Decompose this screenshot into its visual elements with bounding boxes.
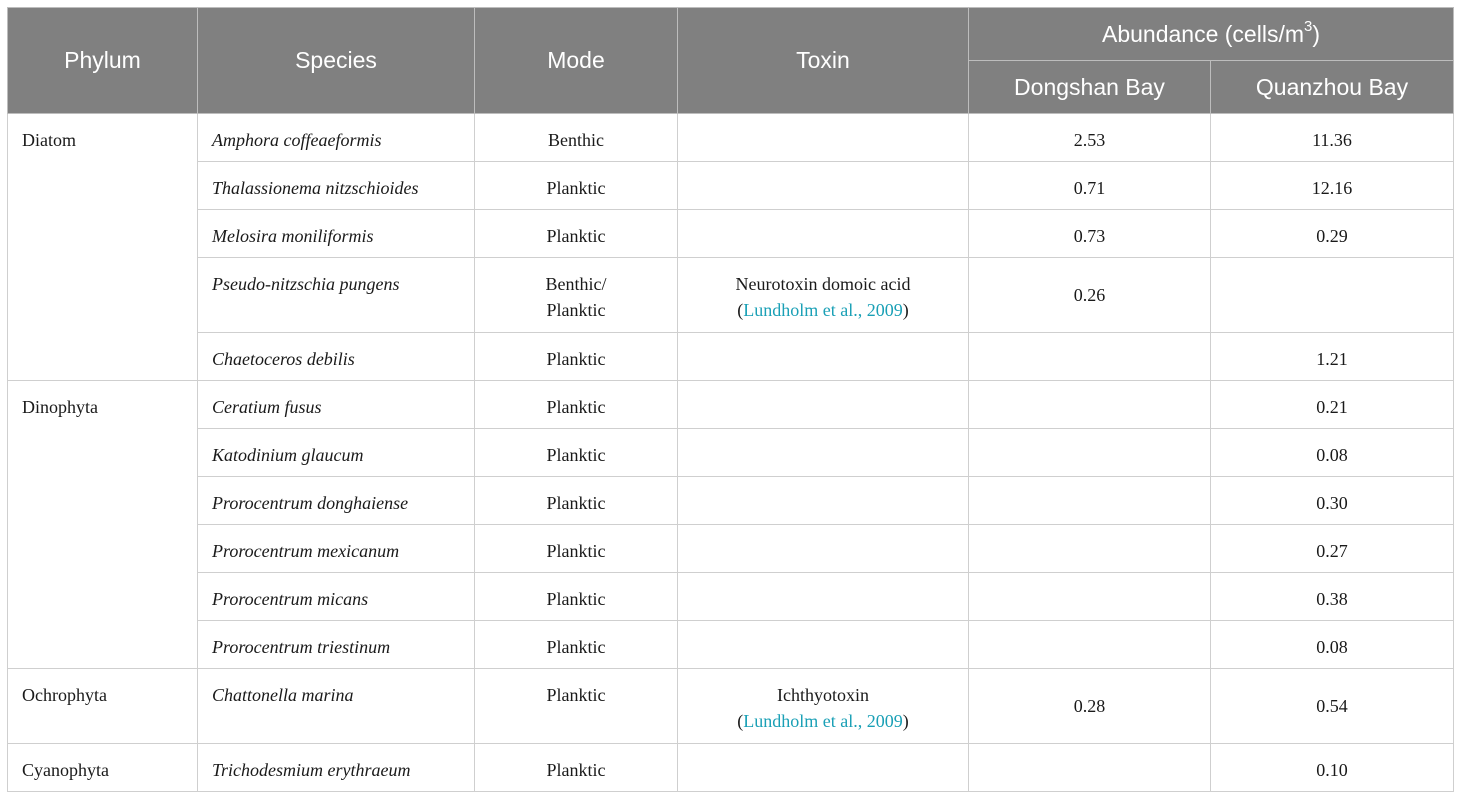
header-toxin: Toxin <box>678 8 969 114</box>
header-species: Species <box>198 8 475 114</box>
dongshan-cell <box>969 573 1211 621</box>
species-name: Prorocentrum donghaiense <box>212 493 409 513</box>
species-name: Ceratium fusus <box>212 397 322 417</box>
table-row <box>8 621 1454 669</box>
species-cell <box>198 381 475 429</box>
quanzhou-value: 0.10 <box>1316 760 1348 780</box>
table-row <box>8 114 1454 162</box>
header-abundance-close: ) <box>1312 20 1321 47</box>
quanzhou-value: 0.21 <box>1316 397 1348 417</box>
quanzhou-value: 0.30 <box>1316 493 1348 513</box>
quanzhou-value: 1.21 <box>1316 349 1348 369</box>
phylum-cell <box>8 114 198 381</box>
mode-cell <box>475 525 678 573</box>
header-mode: Mode <box>475 8 678 114</box>
mode-cell <box>475 258 678 333</box>
mode-cell <box>475 477 678 525</box>
header-abundance-sup: 3 <box>1304 17 1313 35</box>
dongshan-cell <box>969 210 1211 258</box>
dongshan-value <box>969 429 1210 442</box>
species-name: Katodinium glaucum <box>212 445 364 465</box>
toxin-cell <box>678 744 969 792</box>
mode-value: Planktic <box>546 397 606 417</box>
toxin-cell <box>678 381 969 429</box>
table-row <box>8 210 1454 258</box>
table-body <box>8 114 1454 792</box>
phylum-label: Cyanophyta <box>22 760 109 780</box>
dongshan-cell <box>969 333 1211 381</box>
quanzhou-cell <box>1211 429 1454 477</box>
dongshan-value <box>969 744 1210 757</box>
dongshan-cell <box>969 429 1211 477</box>
table-row <box>8 525 1454 573</box>
dongshan-cell <box>969 258 1211 333</box>
quanzhou-value: 0.08 <box>1316 637 1348 657</box>
species-cell <box>198 621 475 669</box>
mode-cell <box>475 429 678 477</box>
quanzhou-cell <box>1211 621 1454 669</box>
dongshan-cell <box>969 381 1211 429</box>
species-cell <box>198 525 475 573</box>
mode-value: Planktic <box>546 760 606 780</box>
species-cell <box>198 669 475 744</box>
dongshan-value <box>969 333 1210 346</box>
species-name: Prorocentrum mexicanum <box>212 541 400 561</box>
species-name: Thalassionema nitzschioides <box>212 178 419 198</box>
quanzhou-cell <box>1211 525 1454 573</box>
mode-value: Planktic <box>546 589 606 609</box>
header-quanzhou-bay: Quanzhou Bay <box>1211 61 1454 114</box>
dongshan-cell <box>969 525 1211 573</box>
table-row <box>8 333 1454 381</box>
species-name: Chaetoceros debilis <box>212 349 355 369</box>
mode-cell <box>475 114 678 162</box>
toxin-cell <box>678 621 969 669</box>
species-name: Prorocentrum micans <box>212 589 369 609</box>
table-row <box>8 669 1454 744</box>
mode-value: Planktic <box>546 685 606 705</box>
dongshan-value <box>969 621 1210 634</box>
dongshan-value <box>969 477 1210 490</box>
dongshan-value <box>969 525 1210 538</box>
quanzhou-value: 11.36 <box>1312 130 1352 150</box>
dongshan-value: 0.73 <box>1073 226 1106 246</box>
quanzhou-cell <box>1211 258 1454 333</box>
mode-value: Planktic <box>546 445 606 465</box>
species-cell <box>198 429 475 477</box>
table-row <box>8 258 1454 333</box>
quanzhou-value: 0.27 <box>1316 541 1348 561</box>
mode-value: Planktic <box>546 178 606 198</box>
header-phylum: Phylum <box>8 8 198 114</box>
species-name: Melosira moniliformis <box>212 226 374 246</box>
phylum-cell <box>8 669 198 744</box>
phylum-cell <box>8 381 198 669</box>
species-name: Amphora coffeaeformis <box>212 130 382 150</box>
table-row <box>8 381 1454 429</box>
toxin-name: Neurotoxin domoic acid <box>735 274 911 294</box>
phylum-label: Dinophyta <box>22 397 98 417</box>
species-cell <box>198 258 475 333</box>
header-abundance <box>969 8 1454 61</box>
quanzhou-cell <box>1211 333 1454 381</box>
mode-value: Planktic <box>546 349 606 369</box>
toxin-cell <box>678 162 969 210</box>
quanzhou-cell <box>1211 573 1454 621</box>
mode-cell <box>475 333 678 381</box>
mode-cell <box>475 162 678 210</box>
quanzhou-value: 0.29 <box>1316 226 1348 246</box>
header-dongshan-bay: Dongshan Bay <box>969 61 1211 114</box>
species-cell <box>198 210 475 258</box>
citation-link[interactable]: Lundholm et al., 2009 <box>743 300 903 320</box>
quanzhou-value: 0.38 <box>1316 589 1348 609</box>
mode-cell <box>475 744 678 792</box>
dongshan-value: 0.28 <box>1073 695 1106 716</box>
mode-value: Benthic <box>548 130 604 150</box>
quanzhou-cell <box>1211 669 1454 744</box>
species-name: Trichodesmium erythraeum <box>212 760 411 780</box>
table-row <box>8 429 1454 477</box>
toxin-cell <box>678 114 969 162</box>
table-row <box>8 573 1454 621</box>
quanzhou-cell <box>1211 210 1454 258</box>
toxin-cell <box>678 210 969 258</box>
species-cell <box>198 573 475 621</box>
mode-cell <box>475 210 678 258</box>
species-name: Prorocentrum triestinum <box>212 637 391 657</box>
quanzhou-cell <box>1211 114 1454 162</box>
species-cell <box>198 477 475 525</box>
toxin-cell <box>678 573 969 621</box>
quanzhou-cell <box>1211 162 1454 210</box>
toxin-cell <box>678 429 969 477</box>
mode-cell <box>475 381 678 429</box>
quanzhou-value: 12.16 <box>1311 178 1353 198</box>
phylum-cell <box>8 744 198 792</box>
mode-value: Planktic <box>546 493 606 513</box>
mode-value: Benthic/ <box>545 274 607 294</box>
mode-value: Planktic <box>546 637 606 657</box>
dongshan-value: 0.71 <box>1073 178 1106 198</box>
dongshan-value: 2.53 <box>1073 130 1106 150</box>
species-table-container <box>7 7 1453 792</box>
mode-value-line2: Planktic <box>546 300 606 320</box>
quanzhou-cell <box>1211 744 1454 792</box>
toxin-name: Ichthyotoxin <box>777 685 869 705</box>
toxin-cell <box>678 333 969 381</box>
toxin-cell: Neurotoxin domoic acid (Lundholm et al., 2009) <box>678 258 969 333</box>
toxin-cell <box>678 477 969 525</box>
mode-cell <box>475 573 678 621</box>
dongshan-cell <box>969 621 1211 669</box>
table-row <box>8 477 1454 525</box>
dongshan-cell <box>969 744 1211 792</box>
dongshan-cell <box>969 114 1211 162</box>
dongshan-value: 0.26 <box>1073 284 1106 305</box>
dongshan-cell <box>969 477 1211 525</box>
species-cell <box>198 744 475 792</box>
species-cell <box>198 114 475 162</box>
quanzhou-cell <box>1211 381 1454 429</box>
dongshan-value <box>969 573 1210 586</box>
species-name: Pseudo-nitzschia pungens <box>212 274 400 294</box>
dongshan-cell <box>969 669 1211 744</box>
header-abundance-label: Abundance (cells/m <box>1102 20 1304 47</box>
toxin-cell <box>678 525 969 573</box>
mode-value: Planktic <box>546 541 606 561</box>
citation-link[interactable]: Lundholm et al., 2009 <box>743 711 903 731</box>
table-row <box>8 162 1454 210</box>
mode-value: Planktic <box>546 226 606 246</box>
quanzhou-value: 0.54 <box>1316 695 1348 716</box>
quanzhou-cell <box>1211 477 1454 525</box>
species-abundance-table <box>7 7 1454 792</box>
species-name: Chattonella marina <box>212 685 354 705</box>
table-row <box>8 744 1454 792</box>
phylum-label: Ochrophyta <box>22 685 107 705</box>
phylum-label: Diatom <box>22 130 76 150</box>
species-cell <box>198 333 475 381</box>
quanzhou-value: 0.08 <box>1316 445 1348 465</box>
species-cell <box>198 162 475 210</box>
header-row-1 <box>8 8 1454 61</box>
mode-cell <box>475 669 678 744</box>
dongshan-cell <box>969 162 1211 210</box>
dongshan-value <box>969 381 1210 394</box>
mode-cell <box>475 621 678 669</box>
toxin-cell: Ichthyotoxin (Lundholm et al., 2009) <box>678 669 969 744</box>
